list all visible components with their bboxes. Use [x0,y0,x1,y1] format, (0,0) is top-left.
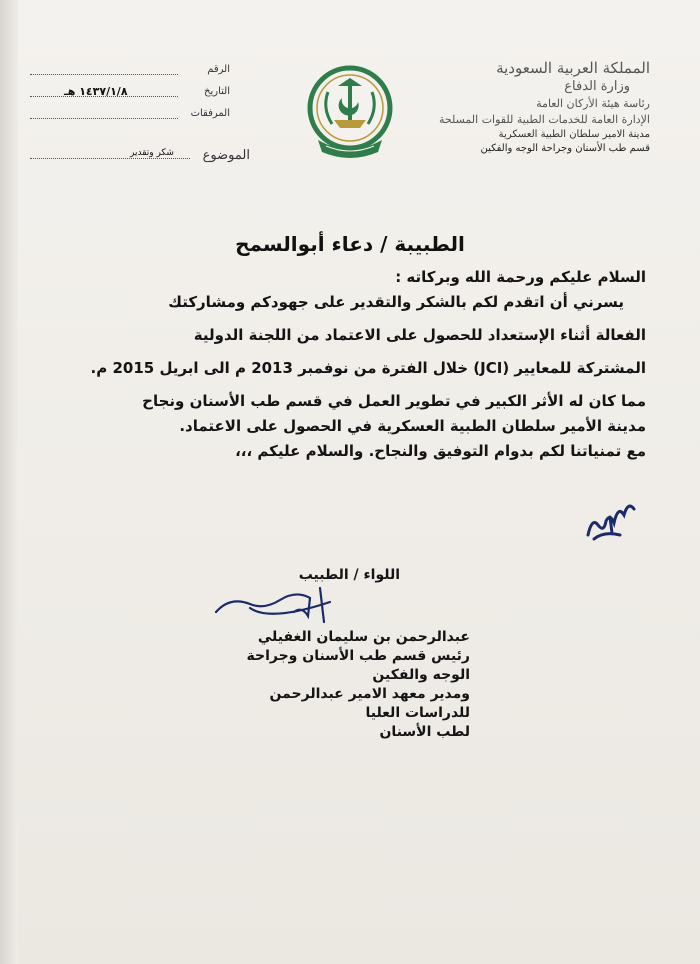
ref-number-label: الرقم [207,64,230,75]
signer-title: ومدير معهد الامير عبدالرحمن للدراسات العليا [269,686,470,721]
recipient-heading: الطبيبة / دعاء أبوالسمح [235,232,465,256]
city-text: مدينة الامير سلطان الطبية العسكرية [498,129,650,140]
military-emblem-icon [302,62,398,166]
body-line: مع تمنياتنا لكم بدوام التوفيق والنجاح. والسلام عليكم ،،، [235,442,646,460]
subject-field [30,148,250,168]
letter-body [26,265,646,464]
presidency-text: رئاسة هيئة الأركان العامة [536,97,650,110]
ref-number-line [30,74,178,75]
greeting-line: السلام عليكم ورحمة الله وبركاته : [395,268,646,286]
body-line: مما كان له الأثر الكبير في تطوير العمل في قسم طب الأسنان ونجاح [142,392,646,410]
subject-value: شكر وتقدير [130,148,174,158]
body-line: مدينة الأمير سلطان الطبية العسكرية في الحصول على الاعتماد. [179,417,646,435]
initials-signature-icon [580,495,640,545]
signer-title: لطب الأسنان [379,724,470,740]
body-line: المشتركة للمعايير (JCI) خلال الفترة من نوفمبر 2013 م الى ابريل 2015 م. [90,359,646,377]
date-field [30,84,230,106]
attachments-line [30,118,178,119]
subject-label: الموضوع [202,148,250,163]
attachments-label: المرفقات [190,108,230,119]
signer-title: رئيس قسم طب الأسنان وجراحة الوجه والفكين [246,648,470,683]
body-line: الفعالة أثناء الإستعداد للحصول على الاعتماد من اللجنة الدولية [193,326,646,344]
reference-fields [30,62,230,128]
kingdom-text: المملكة العربية السعودية [496,59,650,77]
handwritten-signature-icon [210,582,350,632]
subject-line [30,158,190,159]
signer-rank: اللواء / الطبيب [298,567,400,583]
signer-name: عبدالرحمن بن سليمان الغفيلي [257,629,470,645]
date-value: ١٤٣٧/١/٨ هـ [64,85,128,98]
admin-text: الإدارة العامة للخدمات الطبية للقوات المسلحة [438,113,650,126]
letterhead-header [410,58,650,156]
body-line: يسرني أن اتقدم لكم بالشكر والتقدير على جهودكم ومشاركتك [168,293,624,311]
ministry-text: وزارة الدفاع [564,79,630,94]
page-shadow [0,0,18,964]
attachments-field [30,106,230,128]
ref-number-field [30,62,230,84]
date-label: التاريخ [204,86,230,97]
department-text: قسم طب الأسنان وجراحة الوجه والفكين [480,143,650,154]
